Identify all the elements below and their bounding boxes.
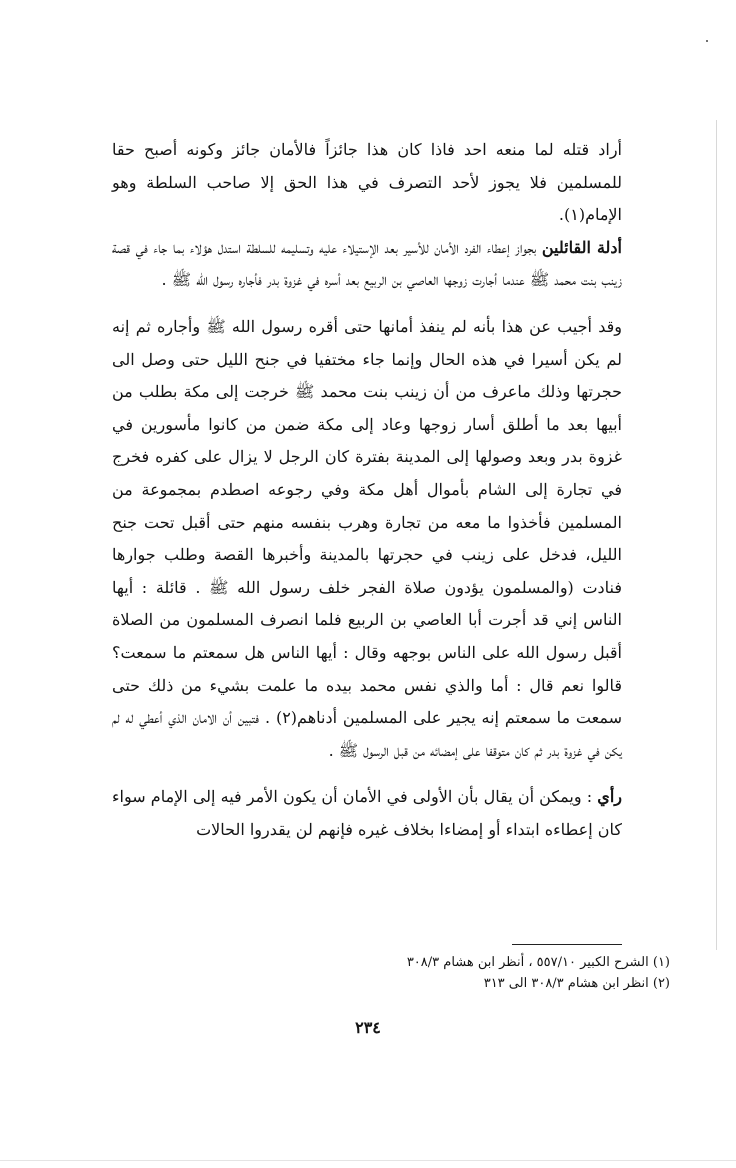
footnote-2: (٢) انظر ابن هشام ٣٠٨/٣ الى ٣١٣: [483, 976, 670, 991]
paragraph-4: [112, 781, 622, 846]
footnote-1: (١) الشرح الكبير ٥٥٧/١٠ ، أنظر ابن هشام ٣٠٨/٣: [406, 955, 670, 970]
paragraph-4-text: : ويمكن أن يقال بأن الأولى في الأمان أن يكون الأمر فيه إلى الإمام سواء كان إعطاءه ابتداء أو إمضاءا بخلاف غيره فإنهم لن يقدروا الحالات: [112, 787, 622, 839]
scan-edge-line: [716, 120, 717, 950]
paragraph-2-lead: أدلة القائلين: [541, 237, 623, 257]
paragraph-2-text: بجواز إعطاء الفرد الأمان للأسير بعد الإستيلاء عليه وتسليمه للسلطة استدل هؤلاء بما جاء في قصة زينب بنت محمد ﷺ عندما أجارت زوجها العاصي بن الربيع بعد أسره في غزوة بدر فأجاره رسول الله ﷺ .: [112, 237, 622, 290]
scan-bottom-edge: [0, 1160, 736, 1161]
main-text: [112, 134, 622, 846]
footnote-separator: [512, 944, 622, 945]
paragraph-4-lead: رأي: [597, 787, 622, 807]
paragraph-2: [112, 232, 622, 297]
paragraph-3-text: وقد أجيب عن هذا بأنه لم ينفذ أمانها حتى أقره رسول الله ﷺ وأجاره ثم إنه لم يكن أسيرا في هذه الحال وإنما جاء مختفيا في جنح الليل حتى وصل الى حجرتها وذلك ماعرف من أن زينب بنت محمد ﷺ خرجت إلى مكة بطلب من أبيها بعد ما أطلق أسار زوجها وعاد إلى مكة ضمن من كانوا مأسورين في غزوة بدر وبعد وصولها إلى المدينة بفترة كان الرجل لا يزال على كفره فخرج في تجارة إلى الشام بأموال أهل مكة وفي رجوعه اصطدم بمجموعة من المسلمين فأخذوا ما معه من تجارة وهرب بنفسه منهم حتى أقبل تحت جنح الليل، فدخل على زينب في حجرتها بالمدينة وأخبرها القصة وطلب جوارها فنادت (والمسلمون يؤدون صلاة الفجر خلف رسول الله ﷺ . قائلة : أيها الناس إني قد أجرت أبا العاصي بن الربيع فلما انصرف المسلمون من الصلاة أقبل رسول الله على الناس بوجهه وقال : أيها الناس هل سمعتم ما سمعت؟ قالوا نعم قال : أما والذي نفس محمد بيده ما علمت بشيء من ذلك حتى سمعت ما سمعتم إنه يجير على المسلمين أدناهم(٢) . فتبين أن الامان الذي أعطي له لم يكن في غزوة بدر ثم كان متوقفا على إمضائه من قبل الرسول ﷺ .: [112, 316, 623, 760]
footnotes: [270, 952, 670, 994]
paragraph-3: [112, 311, 622, 767]
scan-speck: [706, 40, 708, 42]
paragraph-1-text: أراد قتله لما منعه احد فاذا كان هذا جائزاً فالأمان جائز وكونه أصبح حقا للمسلمين فلا يجوز لأحد التصرف في هذا الحق إلا صاحب السلطة وهو الإمام(١).: [112, 140, 623, 225]
paragraph-1: [112, 134, 622, 232]
page-number: ٢٣٤: [355, 1018, 381, 1037]
